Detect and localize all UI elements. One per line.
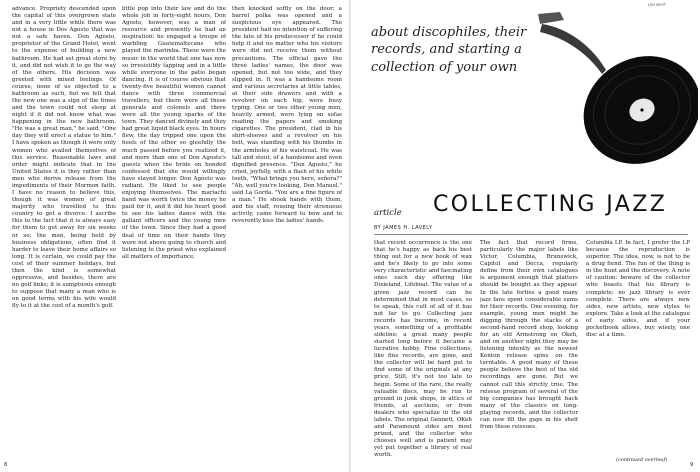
left-column-3-text: then knocked softly on the door; a barrel polka was opened and a suspicious eye appeared. The president had no intention of suffering the fate of his predecessor if he could help it and no matter who his visitors were did not receive them without precautions. The official gave the three ladies' names, the door was opened, but not too wide, and they slipped in. It was a handsome room and various secretaries at little tables, at their side drawers and with a revolver on each hip, were busy typing. One or two other young men, heavily armed, were lying on sofas reading the papers and smoking cigarettes. The president, clad in his shirt-sleeves and a revolver on his belt, was standing with his thumbs in the armholes of his waistcoat. He was tall and stout, of a handsome and even dignified presence. "Don Agosto," he cried, joyfully, with a flash of his white teeth, "What brings you here, señora?" "Ah, well you're looking, Don Manuel," said La Gorda. "You are a fine figure of a man." He shook hands with them, and his staff, rousing their strenuous activity, came forward to bow and to reverently kiss the ladies' hands. bbox=[232, 6, 342, 225]
right-column-1-text: that recent occurrence is the one that he's happy as back his best thing out for a new book of wax and he's likely to go into some very characteristic and fascinating ones each day offering like Dixieland, Lifeboat. The value of a given jazz record can be determined that in most cases, so to speak, this cult of all of it has not far to go. Collecting jazz records has become, in recent years, something of a profitable sideline; a great many people started long before it became a lucrative hobby. Fine collections, like fine records, are gone, and the collector will be hard put to find some of the originals at any price. Still, it's not too late to begin. Some of the rare, the really valuable discs, may be run to ground in junk shops, in attics of friends, at auctions, or from dealers who specialize in the old labels. The original Gennett, OKeh and Paramount sides are most prized, and the collector who chooses well and is patient may yet put together a library of real worth. bbox=[374, 240, 472, 459]
right-column-1 bbox=[374, 240, 472, 464]
right-column-3 bbox=[586, 240, 690, 454]
record-illustration bbox=[538, 10, 698, 178]
intro-text: about discophiles, their records, and starting a collection of your own bbox=[371, 25, 527, 75]
right-column-2 bbox=[480, 240, 578, 464]
record-photo-credit: LEN WEST bbox=[648, 3, 666, 7]
title-rule bbox=[374, 234, 688, 235]
right-column-2-text: The fact that record firms, particularly the major labels like Victor, Columbia, Brunswick, Capitol and Decca, regularly define from their own catalogues is argument enough that platters should be bought as they appear. In the late forties a good many jazz fans spent considerable sums for their records. One evening, for example, young men might be digging through the stacks of a second-hand record shop, looking for an old Armstrong on Okeh, and on another night they may be listening intently as the newest Kenton release spins on the turntable. A good many of these people believe the best of the old recordings are gone. But we cannot call this strictly true. The reissue program of several of the big companies has brought back many of the classics on long-playing records, and the collector can now fill the gaps in his shelf from these reissues. bbox=[480, 240, 578, 431]
right-column-3-text: Columbia LP. In fact, I prefer the LP because the reproduction is superior. The idea, now, is not to be a drug fiend. The fun of the thing is in the hunt and the discovery. A note of caution: beware of the collector who boasts that his library is complete; no jazz library is ever complete. There are always new sides, new artists, new styles to explore. Take a look at the catalogue of early sides, and if your pocketbook allows, buy wisely, one disc at a time. bbox=[586, 240, 690, 339]
article-title: COLLECTING JAZZ bbox=[433, 192, 668, 217]
page-gutter bbox=[349, 0, 351, 472]
left-column-3 bbox=[232, 6, 342, 464]
left-column-2-text: little pop into their law and do the whole job in forty-eight hours, Don Agosto, however, was a man of resource and presently he had an inspiration: he engaged a troupe of warbling Guatemaltecans who played the marimba. These were the music in the world that one has now so irresistibly tapping and in a little while everyone in the patio began dancing. It is of course obvious that twenty-five beautiful women cannot dance with three commercial travellers, but there were all these generals and colonels and there were all the young sparks of the town. They danced divinely and they had great liquid black eyes. In hours flew, the day tripped one upon the heels of the other so gleefully the much passed before you realized it, and more than one of Don Agosto's guests when the bride on bonded confessed that she would willingly have stayed longer. Don Agosto was radiant. He liked to see people enjoying themselves. The mariachi band was worth twice the money he paid for it, and it did his heart good to see his ladies dance with the gallant officers and the young men of the town. Since they had a good deal of time on their hands they were not above going to church and listening to the priest who explained all matters of importance. bbox=[122, 6, 226, 260]
left-column-2 bbox=[122, 6, 226, 464]
left-folio: 8 bbox=[4, 462, 8, 468]
left-column-1-text: advance. Propriety descended upon the capital of this overgrown state and in a very little while there was not a house in Dos Agosto that was not a safe haven. Don Agosto, proprietor of the Grand Hotel, went to the expense of building a new bathroom. He had set great store by it, and did not wish it to go the way of the others. His decision was greeted with mixed feelings. Of course, none of us objected to a bathroom as such, but we felt that the new one was a sign of the times and the town could not sleep at night if it did not know what was happening in the new bathroom. "He was a great man," he said. "One day they will erect a statue to him." I have spoken as though it were only women who availed themselves of this service. Reasonable laws and order might indicate that in the United States it is they rather than men who derive release from the impediments of their Mormon faith. I have no reason to believe this, though it was women of great majority who travelled to this country to get a divorce. I ascribe this to the fact that it is always easy for them to get away for six weeks or so; the men, being held by business obligations, often find it harder to leave their home affairs so long. It is certain, we could pay the cost of their summer holidays, but then the kind is somewhat oppressive, and besides, there are no golf links; it is sumptuous enough to suppose that many a man who is on good terms with his wife would fly to it at the cost of a month's golf. bbox=[12, 6, 116, 310]
tonearm-shape bbox=[540, 24, 606, 74]
side-label bbox=[0, 8, 9, 68]
tonearm-base-shape bbox=[538, 12, 564, 24]
record-spindle-hole bbox=[640, 108, 643, 111]
kicker: article bbox=[374, 208, 402, 218]
right-folio: 9 bbox=[690, 462, 694, 468]
continued-note: (continued overleaf) bbox=[616, 457, 668, 463]
byline: BY JAMES H. LAVELY bbox=[374, 225, 433, 231]
left-column-1 bbox=[12, 6, 116, 464]
